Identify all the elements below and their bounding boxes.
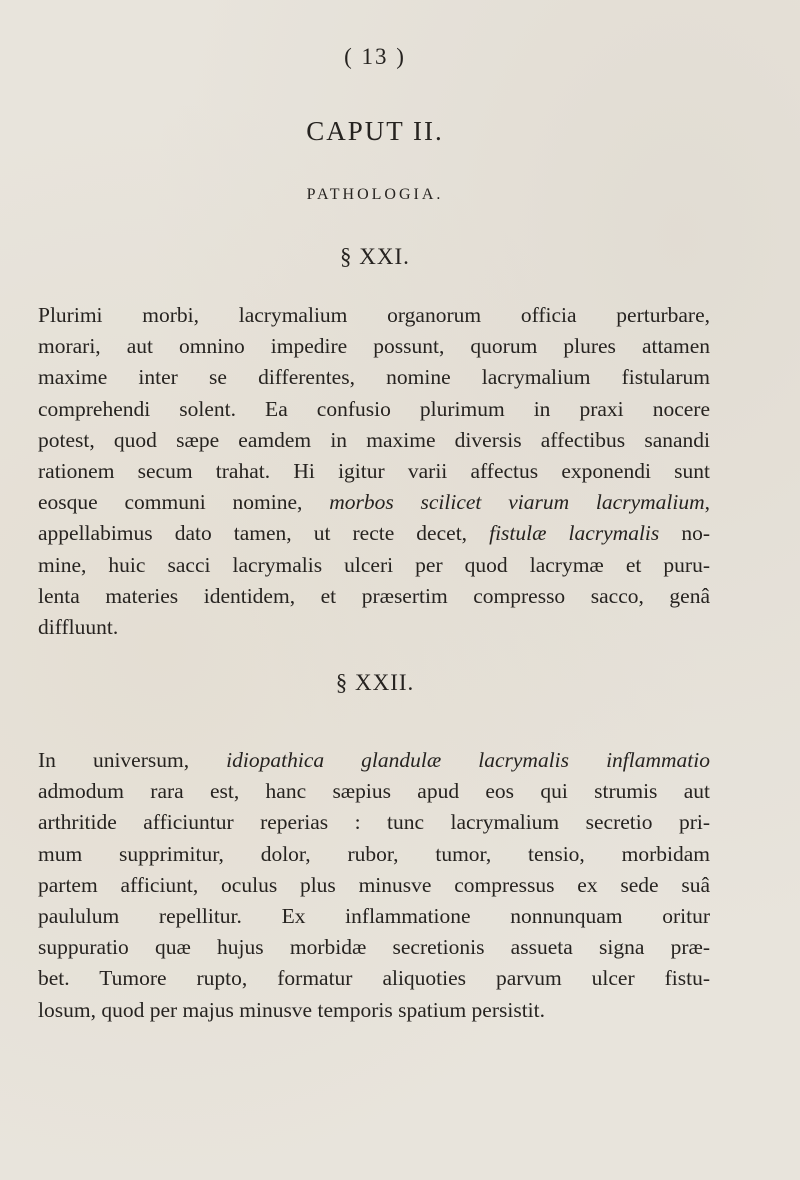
section-21-paragraph xyxy=(38,300,710,643)
text-line: arthritide afficiuntur reperias : tunc lacrymalium secretio pri- xyxy=(38,810,710,835)
page-number: ( 13 ) xyxy=(344,44,406,69)
text-line: partem afficiunt, oculus plus minusve compressus ex sede suâ xyxy=(38,872,710,897)
chapter-title: CAPUT II. xyxy=(306,116,444,146)
text-line: lenta materies identidem, et præsertim compresso sacco, genâ xyxy=(38,583,710,608)
text-line: potest, quod sæpe eamdem in maxime diversis affectibus sanandi xyxy=(38,427,710,452)
text-line: suppuratio quæ hujus morbidæ secretionis assueta signa præ- xyxy=(38,935,710,960)
text-line: eosque communi nomine, morbos scilicet viarum lacrymalium, xyxy=(38,490,710,515)
section-heading-21: § XXI. xyxy=(340,244,410,269)
text-line: maxime inter se differentes, nomine lacrymalium fistularum xyxy=(38,365,710,390)
italic-phrase: idiopathica glandulæ lacrymalis inflammatio xyxy=(226,748,710,772)
text-line: losum, quod per majus minusve temporis spatium persistit. xyxy=(38,997,546,1022)
text-line: admodum rara est, hanc sæpius apud eos qui strumis aut xyxy=(38,779,710,804)
text-line: morari, aut omnino impedire possunt, quorum plures attamen xyxy=(38,334,710,359)
section-heading-22: § XXII. xyxy=(335,670,415,695)
chapter-subtitle: PATHOLOGIA. xyxy=(306,186,444,203)
text-line: comprehendi solent. Ea confusio plurimum in praxi nocere xyxy=(38,396,710,421)
section-22-paragraph xyxy=(38,745,710,1026)
text-line: rationem secum trahat. Hi igitur varii affectus exponendi sunt xyxy=(38,459,710,484)
text-line: mum supprimitur, dolor, rubor, tumor, tensio, morbidam xyxy=(38,841,710,866)
text-line: mine, huic sacci lacrymalis ulceri per quod lacrymæ et puru- xyxy=(38,552,710,577)
text-line: appellabimus dato tamen, ut recte decet, fistulæ lacrymalis no- xyxy=(38,521,710,546)
text-line: Plurimi morbi, lacrymalium organorum officia perturbare, xyxy=(38,303,710,327)
text-line: bet. Tumore rupto, formatur aliquoties parvum ulcer fistu- xyxy=(38,966,710,991)
italic-phrase: morbos scilicet viarum lacrymalium xyxy=(329,490,705,515)
text-line: In universum, idiopathica glandulæ lacrymalis inflammatio xyxy=(38,748,710,772)
text-line: diffluunt. xyxy=(38,615,119,640)
text-line: paululum repellitur. Ex inflammatione nonnunquam oritur xyxy=(38,904,710,929)
italic-phrase: fistulæ lacrymalis xyxy=(489,521,660,546)
